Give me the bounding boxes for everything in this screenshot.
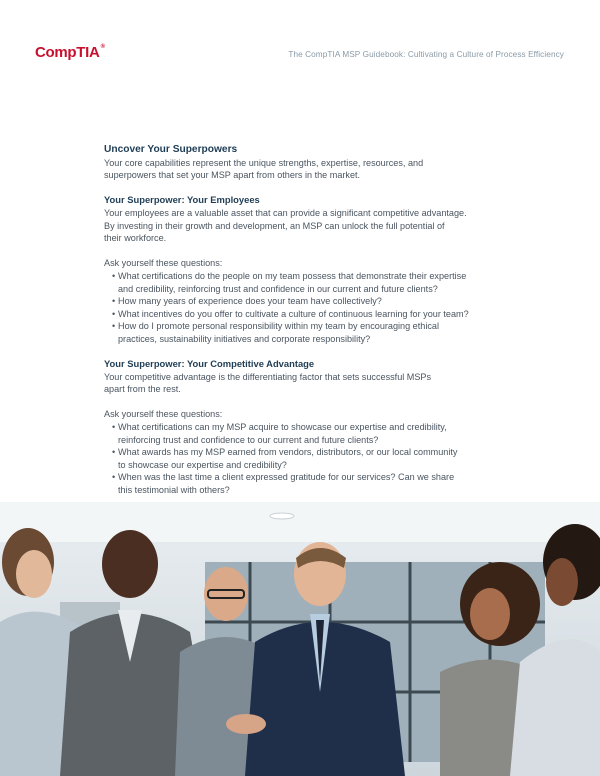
paragraph-line: apart from the rest. [104,384,181,395]
paragraph-line: Your competitive advantage is the differentiating factor that sets successful MSPs [104,371,432,382]
list-item-line: • How do I promote personal responsibility within my team by encouraging ethical [118,321,439,332]
list-item-line: this testimonial with others? [118,485,230,496]
questions-intro: Ask yourself these questions: [104,258,223,269]
list-item [112,471,504,496]
question-list-employees [104,270,504,346]
list-item-line: • How many years of experience does your team have collectively? [118,296,382,307]
list-item-line: • What certifications can my MSP acquire to showcase our expertise and credibility, [118,422,447,433]
list-item-line: reinforcing trust and confidence to our current and future clients? [118,434,379,445]
team-handshake-photo [0,502,600,776]
questions-intro: Ask yourself these questions: [104,409,223,420]
paragraph-line: superpowers that set your MSP apart from others in the market. [104,170,361,181]
list-item [112,295,504,308]
logo-wordmark: CompTIA [35,44,100,61]
section-heading-competitive-advantage: Your Superpower: Your Competitive Advantage [104,358,315,370]
list-item-line: • What certifications do the people on my team possess that demonstrate their expertise [118,270,467,281]
list-item-line: • What awards has my MSP earned from vendors, distributors, or our local community [118,447,458,458]
comptia-logo [35,44,105,61]
paragraph-line: their workforce. [104,233,167,244]
paragraph-line: By investing in their growth and development, an MSP can unlock the full potential of [104,220,445,231]
registered-mark: ® [100,44,105,50]
list-item-line: to showcase our expertise and credibility? [118,459,287,470]
paragraph-line: Your core capabilities represent the unique strengths, expertise, resources, and [104,157,424,168]
list-item [112,421,504,446]
list-item [112,308,504,321]
section-heading-employees: Your Superpower: Your Employees [104,194,260,206]
section-heading-superpowers: Uncover Your Superpowers [104,144,238,155]
list-item [112,446,504,471]
paragraph-line: Your employees are a valuable asset that can provide a significant competitive advantage. [104,207,467,218]
list-item-line: and credibility, reinforcing trust and confidence in our current and future clients? [118,283,438,294]
list-item [112,320,504,345]
list-item-line: • What incentives do you offer to cultivate a culture of continuous learning for your team? [118,308,469,319]
question-list-advantage [104,421,504,497]
list-item-line: practices, sustainability initiatives and corporate responsibility? [118,333,371,344]
list-item-line: • When was the last time a client expressed gratitude for our services? Can we share [118,472,455,483]
list-item [112,270,504,295]
running-header-title: The CompTIA MSP Guidebook: Cultivating a Culture of Process Efficiency [288,50,564,59]
main-content [104,144,504,497]
